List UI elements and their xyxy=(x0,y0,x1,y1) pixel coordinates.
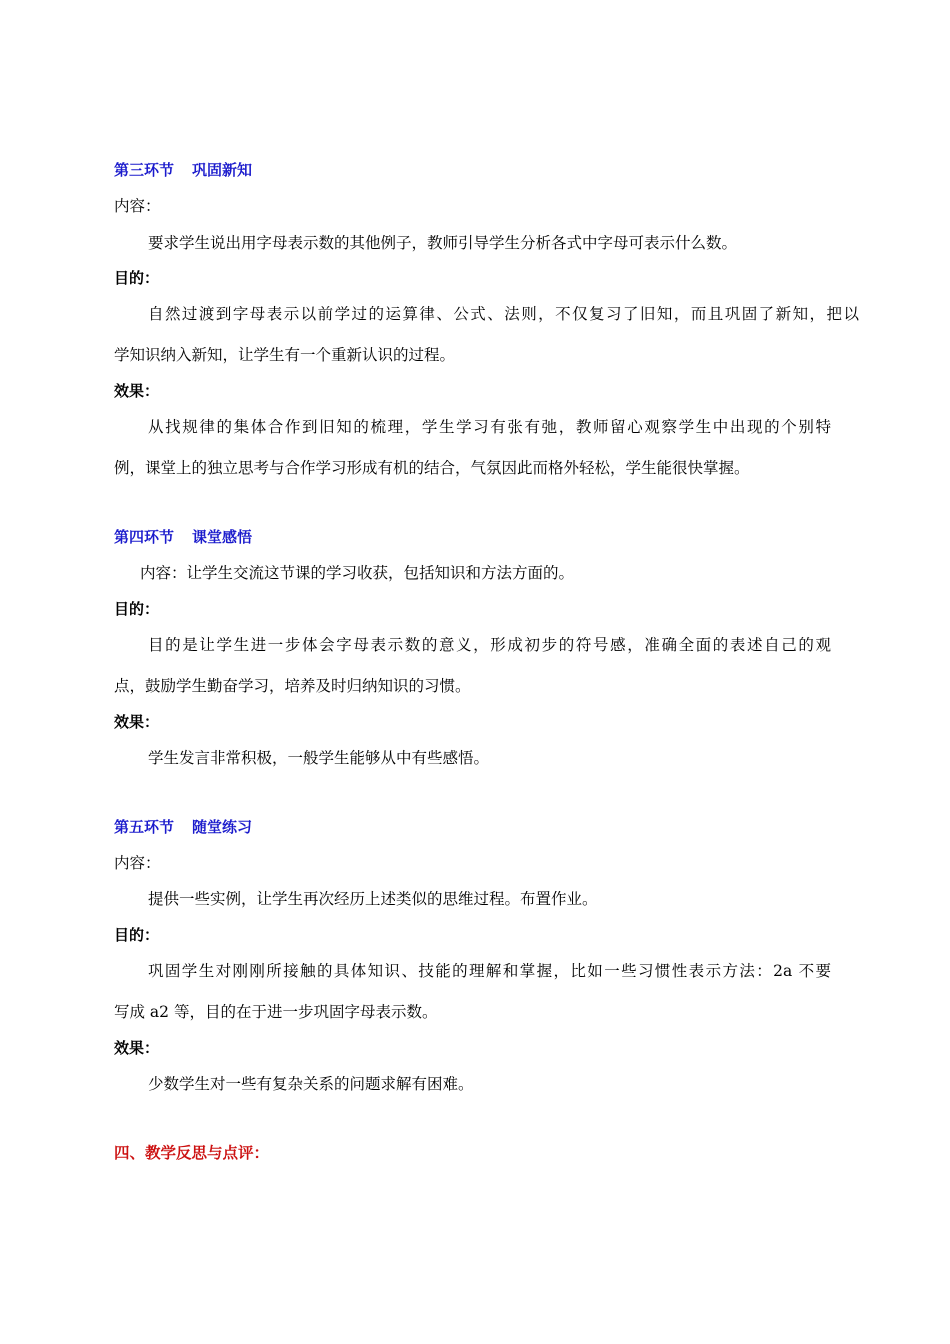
section-5-content-text: 提供一些实例，让学生再次经历上述类似的思维过程。布置作业。 xyxy=(148,890,598,908)
section-5-purpose-line1: 巩固学生对刚刚所接触的具体知识、技能的理解和掌握，比如一些习惯性表示方法：2a 不要 xyxy=(148,962,831,980)
section-3-purpose-label: 目的： xyxy=(114,269,160,287)
section-3-title xyxy=(114,160,252,180)
section-5-name: 随堂练习 xyxy=(192,818,253,836)
section-5-purpose-line2: 写成 a2 等，目的在于进一步巩固字母表示数。 xyxy=(114,1003,438,1021)
section-5-number: 第五环节 xyxy=(114,818,175,836)
section-3-effect-line2: 例，课堂上的独立思考与合作学习形成有机的结合，气氛因此而格外轻松，学生能很快掌握。 xyxy=(114,459,750,477)
section-3-purpose-line1: 自然过渡到字母表示以前学过的运算律、公式、法则，不仅复习了旧知，而且巩固了新知，把以 xyxy=(148,305,859,323)
section-5-effect-line1: 少数学生对一些有复杂关系的问题求解有困难。 xyxy=(148,1075,474,1093)
section-4-effect-label: 效果： xyxy=(114,713,160,731)
final-heading: 四、教学反思与点评： xyxy=(114,1144,270,1162)
section-3-effect-line1: 从找规律的集体合作到旧知的梳理，学生学习有张有弛，教师留心观察学生中出现的个别特 xyxy=(148,418,831,436)
section-4-purpose-line1: 目的是让学生进一步体会字母表示数的意义，形成初步的符号感，准确全面的表述自己的观 xyxy=(148,636,831,654)
section-4-content-line: 内容：让学生交流这节课的学习收获，包括知识和方法方面的。 xyxy=(140,564,575,582)
section-3-number: 第三环节 xyxy=(114,161,175,179)
section-3-effect-label: 效果： xyxy=(114,382,160,400)
section-4-purpose-line2: 点，鼓励学生勤奋学习，培养及时归纳知识的习惯。 xyxy=(114,677,471,695)
section-4-effect-line1: 学生发言非常积极，一般学生能够从中有些感悟。 xyxy=(148,749,490,767)
section-3-content-text: 要求学生说出用字母表示数的其他例子，教师引导学生分析各式中字母可表示什么数。 xyxy=(148,234,738,252)
section-4-title xyxy=(114,527,252,547)
section-5-effect-label: 效果： xyxy=(114,1039,160,1057)
section-4-name: 课堂感悟 xyxy=(192,528,253,546)
section-3-name: 巩固新知 xyxy=(192,161,253,179)
section-4-purpose-label: 目的： xyxy=(114,600,160,618)
section-5-purpose-label: 目的： xyxy=(114,926,160,944)
section-5-title xyxy=(114,817,252,837)
section-3-content-label: 内容： xyxy=(114,197,161,215)
section-5-content-label: 内容： xyxy=(114,854,161,872)
section-3-purpose-line2: 学知识纳入新知，让学生有一个重新认识的过程。 xyxy=(114,346,456,364)
section-4-number: 第四环节 xyxy=(114,528,175,546)
